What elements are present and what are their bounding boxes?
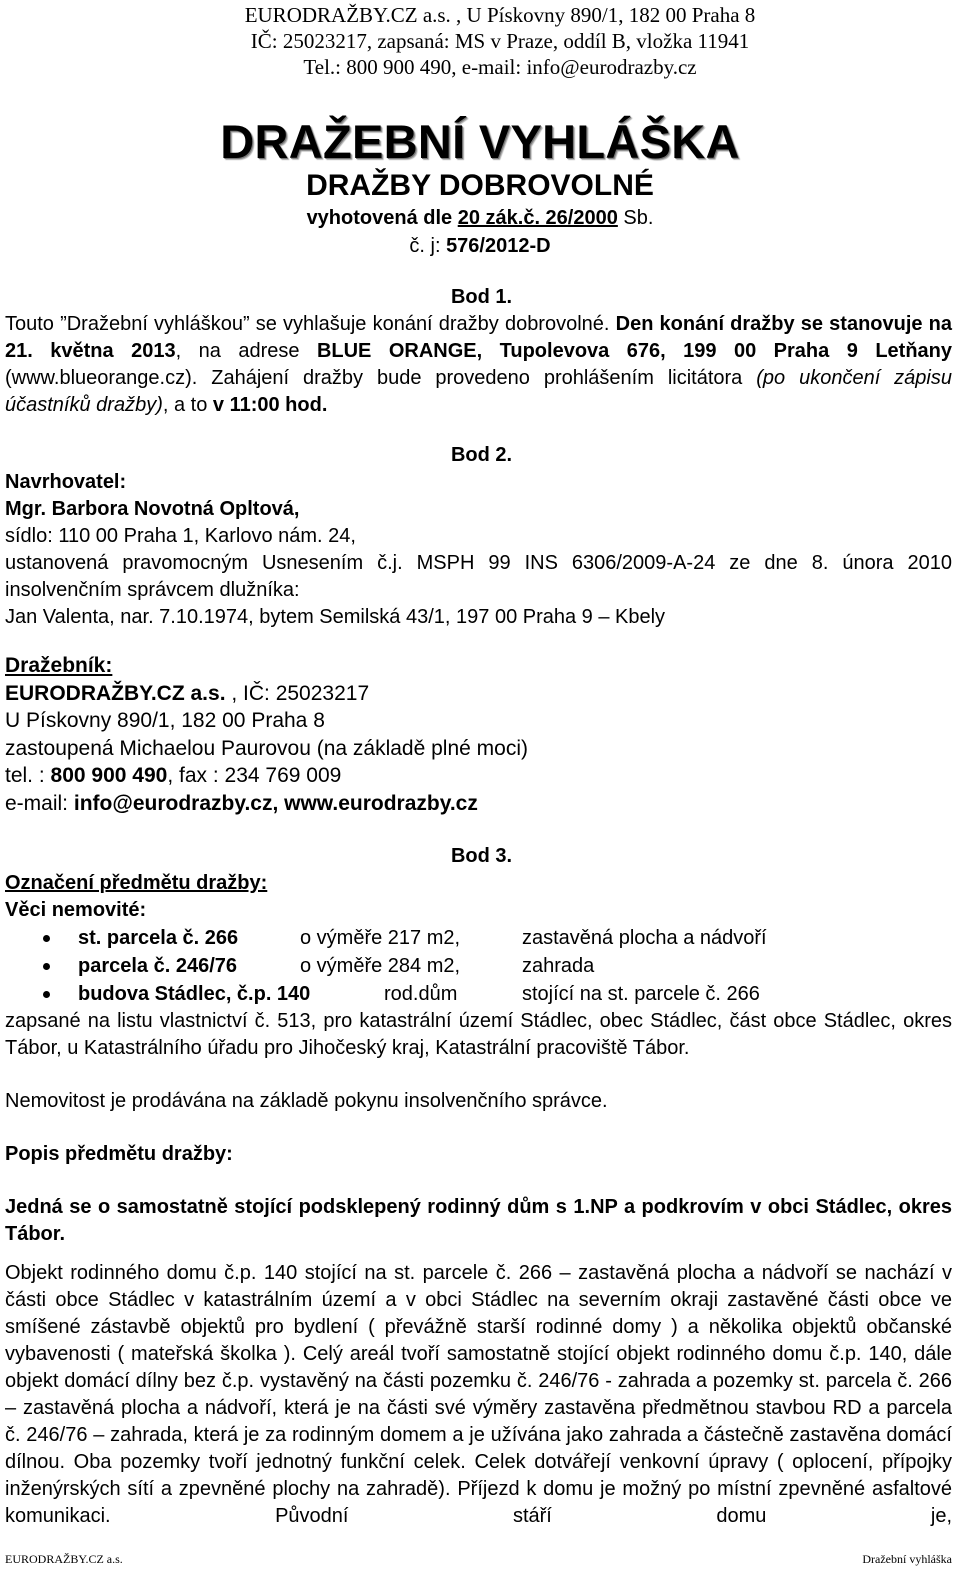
document-title: DRAŽEBNÍ VYHLÁŠKA	[220, 115, 740, 168]
bod-1-heading: Bod 1.	[450, 286, 513, 308]
section-drazebnik	[5, 652, 952, 817]
bod-1-intro: Touto ”Dražební vyhláškou” se vyhlašuje konání dražby dobrovolné.	[5, 313, 616, 335]
bod-2-heading: Bod 2.	[450, 444, 513, 466]
debtor: Jan Valenta, nar. 7.10.1974, bytem Semilská 43/1, 197 00 Praha 9 – Kbely	[5, 606, 666, 628]
drazebnik-company: EURODRAŽBY.CZ a.s.	[5, 681, 226, 705]
fax-number: , fax : 234 769 009	[167, 764, 342, 787]
footer-left: EURODRAŽBY.CZ a.s.	[5, 1552, 123, 1566]
reference-prefix: č. j:	[409, 235, 447, 257]
bod-1-address-prefix: , na adrese	[175, 340, 317, 362]
bod-1-start-text: (www.blueorange.cz). Zahájení dražby bude provedeno prohlášením licitátora	[5, 367, 757, 389]
legal-basis-law: 20 zák.č. 26/2000	[457, 207, 618, 229]
bod-3-heading: Bod 3.	[450, 845, 513, 867]
property-area: o výměře 217 m2,	[300, 927, 461, 949]
property-name: st. parcela č. 266	[78, 927, 239, 949]
description-text: Objekt rodinného domu č.p. 140 stojící na st. parcele č. 266 – zastavěná plocha a nádvoří se nachází v části obce Stádlec v katastrálním území a v obci Stádlec na severním okraji zastavěné části obce ve smíšené zástavbě objektů pro bydlení ( převážně starší rodinné domy ) a několika objektů občanské vybavenosti ( mateřská školka ). Celý areál tvoří samostatně stojící objekt rodinného domu č.p. 140, dále objekt domácí dílny bez č.p. vystavěný na části pozemku č. 246/76 - zahrada a pozemky st. parcela č. 266 – zastavěná plocha a nádvoří, která je na části své výměry zastavěna předmětnou stavbou RD a parcela č. 246/76 – zahrada, která je za rodinným domem a je užívána jako zahrada a částečně zastavěna domácí dílnou. Oba pozemky tvoří jednotný funkční celek. Celek dotvářejí venkovní úpravy ( oplocení, přípojky inženýrských sítí a zpevněné plochy na zahradě). Příjezd k domu je možný po místní zpevněné asfaltové komunikaci. Původní stáří domu je,	[5, 1262, 952, 1527]
bod-1-connector: , a to	[162, 394, 213, 416]
navrhovatel-label: Navrhovatel:	[5, 471, 127, 493]
auction-time: v 11:00 hod.	[212, 394, 328, 416]
bod-1-condition: (po ukončení zápisu účastníků dražby)	[5, 367, 952, 416]
drazebnik-email-line	[5, 790, 952, 818]
legal-basis	[0, 204, 960, 232]
letterhead-line-1: EURODRAŽBY.CZ a.s. , U Pískovny 890/1, 182 00 Praha 8	[244, 3, 756, 27]
bullet-icon	[5, 924, 78, 952]
legal-basis-suffix: Sb.	[617, 207, 654, 229]
section-bod-1	[5, 284, 952, 419]
subject-label: Označení předmětu dražby:	[5, 872, 268, 894]
property-type: stojící na st. parcele č. 266	[522, 983, 760, 1005]
email-web: info@eurodrazby.cz, www.eurodrazby.cz	[73, 791, 478, 815]
property-type: zastavěná plocha a nádvoří	[522, 927, 767, 949]
drazebnik-address: U Pískovny 890/1, 182 00 Praha 8	[5, 709, 325, 732]
drazebnik-ico: , IČ: 25023217	[225, 681, 370, 705]
auction-venue: BLUE ORANGE, Tupolevova 676, 199 00 Praha 9 Letňany	[316, 340, 952, 362]
navrhovatel-name: Mgr. Barbora Novotná Opltová,	[5, 498, 300, 520]
drazebnik-representative: zastoupená Michaelou Paurovou (na základě plné moci)	[5, 736, 528, 760]
drazebnik-company-line	[5, 680, 952, 708]
property-list	[5, 924, 952, 1008]
description-summary: Jedná se o samostatně stojící podsklepený rodinný dům s 1.NP a podkrovím v obci Stádlec, okres Tábor.	[5, 1196, 952, 1245]
section-bod-3	[5, 843, 952, 1530]
sale-note: Nemovitost je prodávána na základě pokynu insolvenčního správce.	[5, 1090, 608, 1112]
navrhovatel-appointment: ustanovená pravomocným Usnesením č.j. MSPH 99 INS 6306/2009-A-24 ze dne 8. února 2010 insolvenčním správcem dlužníka:	[5, 552, 952, 601]
drazebnik-phone-line	[5, 762, 952, 790]
registry-text: zapsané na listu vlastnictví č. 513, pro katastrální území Stádlec, obec Stádlec, část obce Stádlec, okres Tábor, u Katastrálního úřadu pro Jihočeský kraj, Katastrální pracoviště Tábor.	[5, 1010, 952, 1059]
description-label: Popis předmětu dražby:	[5, 1143, 233, 1165]
list-item	[5, 980, 952, 1008]
legal-basis-prefix: vyhotovená dle	[306, 207, 458, 229]
auction-date: Den konání dražby se stanovuje na 21. května 2013	[5, 313, 953, 362]
list-item	[5, 952, 952, 980]
phone-number: 800 900 490	[50, 764, 168, 787]
letterhead-line-2: IČ: 25023217, zapsaná: MS v Praze, oddíl B, vložka 11941	[250, 29, 750, 53]
bullet-icon	[5, 980, 78, 1008]
drazebnik-label: Dražebník:	[5, 654, 113, 677]
property-name: budova Stádlec, č.p. 140	[78, 983, 311, 1005]
navrhovatel-address: sídlo: 110 00 Praha 1, Karlovo nám. 24,	[5, 525, 356, 547]
bullet-icon	[5, 952, 78, 980]
reference-number	[0, 232, 960, 260]
bod-1-text	[5, 311, 952, 419]
property-type: zahrada	[522, 955, 595, 977]
reference-value: 576/2012-D	[446, 235, 551, 257]
phone-prefix: tel. :	[5, 764, 51, 787]
email-prefix: e-mail:	[5, 791, 74, 815]
section-bod-2	[5, 442, 952, 631]
letterhead-line-3: Tel.: 800 900 490, e-mail: info@eurodrazby.cz	[303, 55, 697, 79]
document-subtitle: DRAŽBY DOBROVOLNÉ	[306, 169, 654, 202]
footer-right: Dražební vyhláška	[862, 1552, 952, 1566]
property-area: rod.dům	[384, 983, 458, 1005]
property-name: parcela č. 246/76	[78, 955, 238, 977]
letterhead	[40, 0, 960, 80]
list-item	[5, 924, 952, 952]
real-estate-label: Věci nemovité:	[5, 899, 147, 921]
property-area: o výměře 284 m2,	[300, 955, 461, 977]
page-footer	[5, 1552, 952, 1567]
